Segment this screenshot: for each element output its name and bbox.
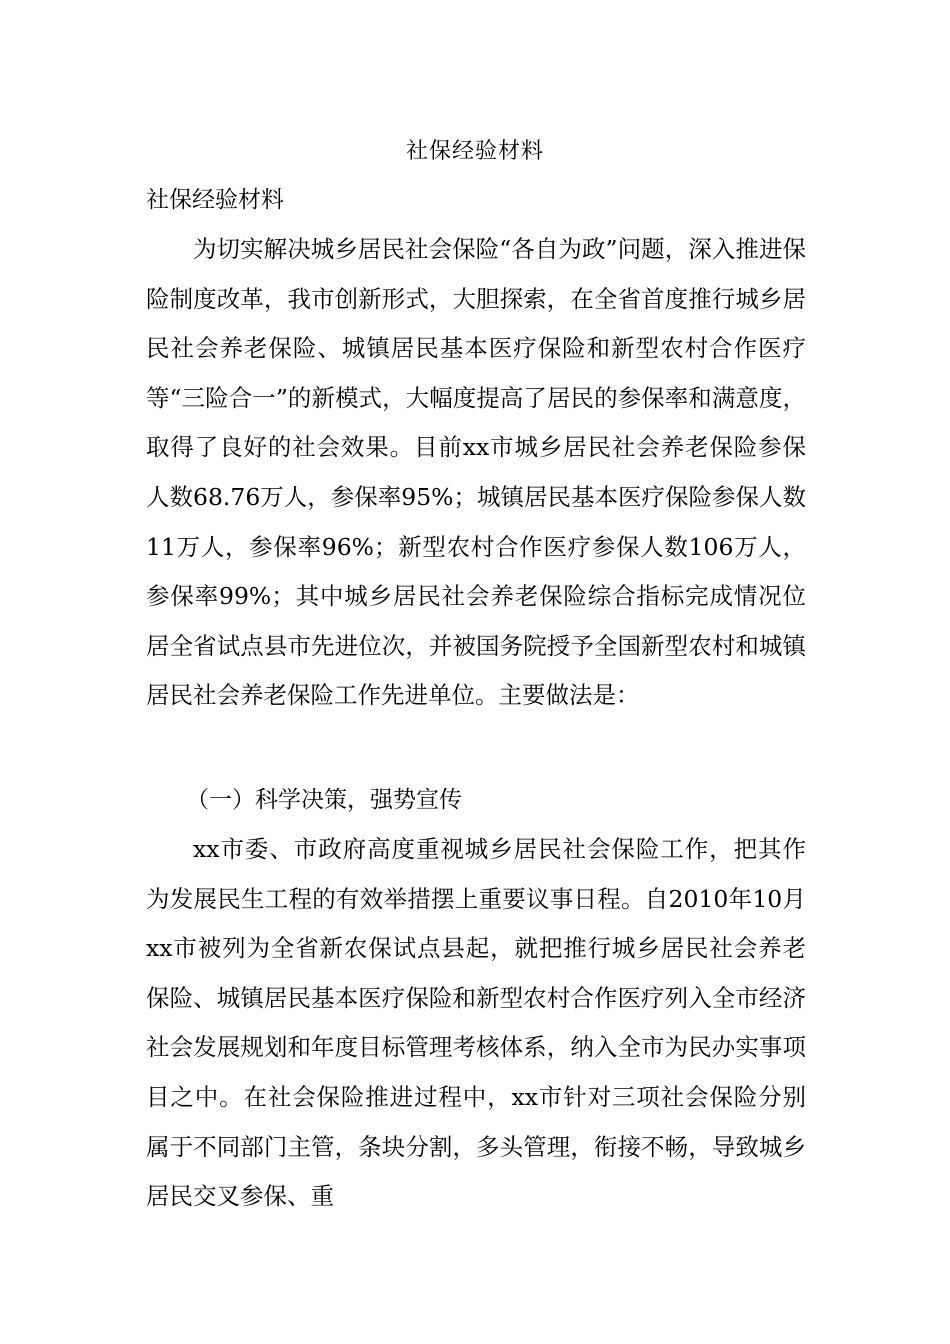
section-paragraph: xx市委、市政府高度重视城乡居民社会保险工作，把其作为发展民生工程的有效举措摆上重要议事日程。自2010年10月xx市被列为全省新农保试点县起，就把推行城乡居民社会养老保险、城镇居民基本医疗保险和新型农村合作医疗列入全市经济社会发展规划和年度目标管理考核体系，纳入全市为民办实事项目之中。在社会保险推进过程中，xx市针对三项社会保险分别属于不同部门主管，条块分割，多头管理，衔接不畅，导致城乡居民交叉参保、重 — [146, 835, 806, 1211]
document-title: 社保经验材料 — [405, 139, 544, 164]
document-subtitle: 社保经验材料 — [146, 187, 284, 213]
section-heading: （一）科学决策，强势宣传 — [186, 787, 462, 813]
intro-paragraph: 为切实解决城乡居民社会保险“各自为政”问题，深入推进保险制度改革，我市创新形式，大胆探索，在全省首度推行城乡居民社会养老保险、城镇居民基本医疗保险和新型农村合作医疗等“三险合一”的新模式，大幅度提高了居民的参保率和满意度，取得了良好的社会效果。目前xx市城乡居民社会养老保险参保人数68.76万人，参保率95%；城镇居民基本医疗保险参保人数11万人，参保率96%；新型农村合作医疗参保人数106万人，参保率99%；其中城乡居民社会养老保险综合指标完成情况位居全省试点县市先进位次，并被国务院授予全国新型农村和城镇居民社会养老保险工作先进单位。主要做法是： — [146, 235, 807, 710]
